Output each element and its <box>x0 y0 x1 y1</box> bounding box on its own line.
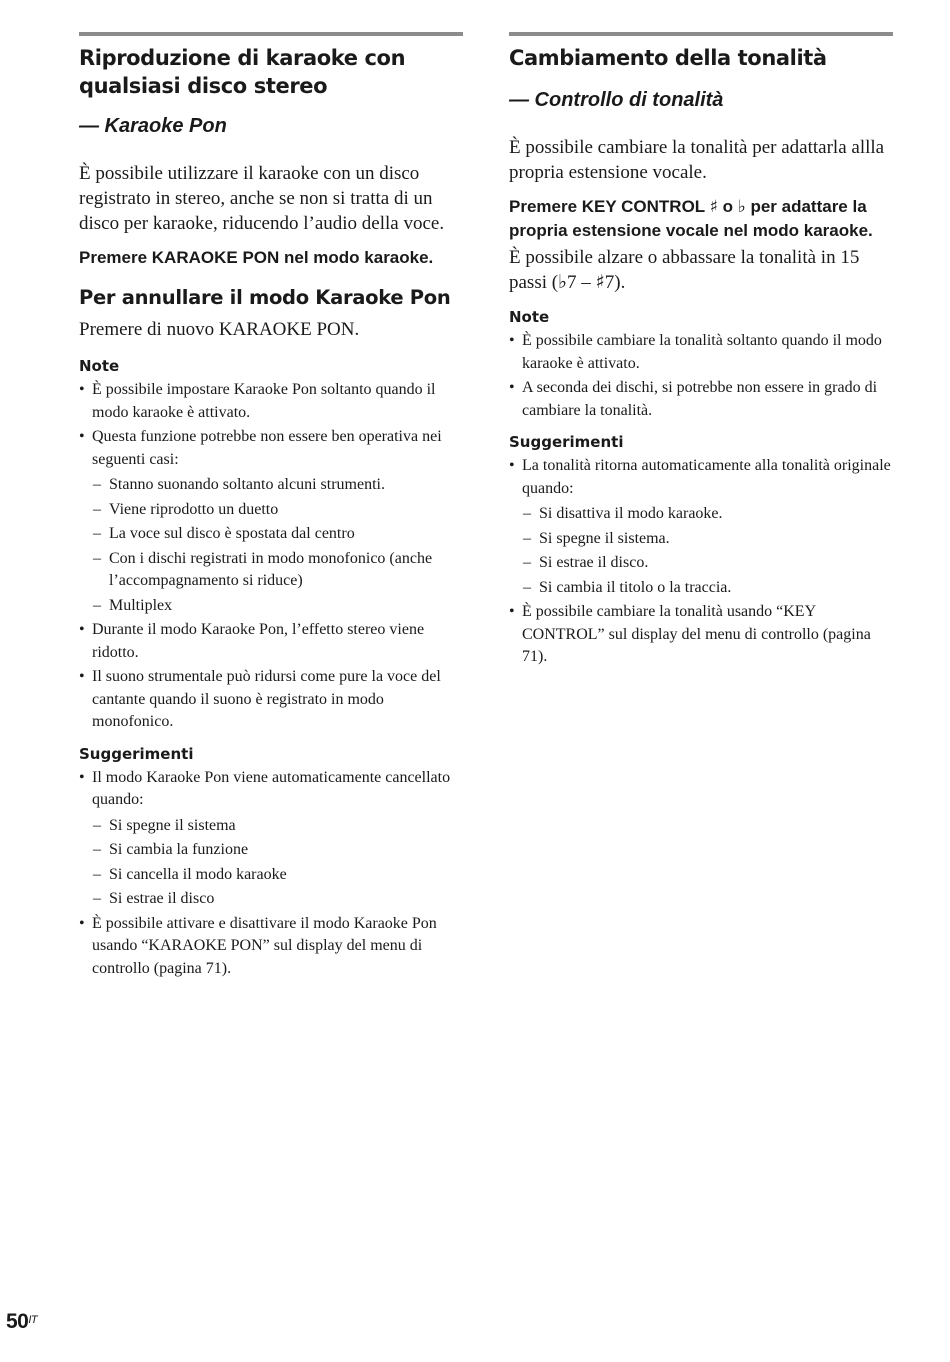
section-title: Cambiamento della tonalità <box>509 46 827 70</box>
list-item: • È possibile cambiare la tonalità usando “KEY CONTROL” sul display del menu di controllo (pagina 71). <box>509 603 871 665</box>
sub-list-item: – Si disattiva il modo karaoke. <box>523 505 723 522</box>
sub-list-item: – Con i dischi registrati in modo monofonico (anche l’accompagnamento si riduce) <box>93 549 433 589</box>
note-heading: Note <box>509 308 550 326</box>
tips-list <box>79 767 463 981</box>
sub-list-item: – Si spegne il sistema. <box>523 529 670 547</box>
flat-icon: ♭ <box>558 271 568 293</box>
sub-list <box>92 815 463 911</box>
sub-list-item: – Viene riprodotto un duetto <box>93 500 279 518</box>
sharp-icon: ♯ <box>595 271 605 293</box>
sub-list-item: – Multiplex <box>93 596 173 614</box>
tips-heading: Suggerimenti <box>509 433 624 451</box>
list-item: • Il suono strumentale può ridursi come pure la voce del cantante quando il suono è registrato in modo monofonico. <box>79 668 441 730</box>
section-rule <box>79 32 463 36</box>
section-subtitle: — Karaoke Pon <box>79 115 227 137</box>
range-text: È possibile alzare o abbassare la tonalità in 15 passi (♭7 – ♯7). <box>509 247 860 293</box>
flat-icon: ♭ <box>737 197 746 217</box>
page-language-suffix: IT <box>28 1314 38 1326</box>
sub-list-item: – Si estrae il disco. <box>523 554 649 571</box>
sub-list-item: – Si spegne il sistema <box>93 816 236 834</box>
sub-list-item: – Stanno suonando soltanto alcuni strumenti. <box>93 476 385 493</box>
page-number: $50^{IT}$ <box>6 1310 38 1333</box>
sub-list <box>522 503 893 599</box>
sub-list-item: – Si cambia il titolo o la traccia. <box>523 578 732 596</box>
tips-list <box>509 455 893 669</box>
sub-list-item: – Si cambia la funzione <box>93 841 249 858</box>
note-heading: Note <box>79 357 120 375</box>
sub-list-item: – Si estrae il disco <box>93 890 215 907</box>
section-subtitle: — Controllo di tonalità <box>509 89 724 111</box>
left-column <box>79 32 463 982</box>
list-item: • Questa funzione potrebbe non essere ben operativa nei seguenti casi: – Stanno suonando soltanto alcuni strumenti. – Viene riprodotto un duetto – La voce sul disco è spostata dal centro – Con i dischi registrati in modo monofonico (anche l’accompagnamento si riduce) – Multiplex <box>79 426 463 617</box>
sub-list-item: – Si cancella il modo karaoke <box>93 865 287 883</box>
instruction: Premere KEY CONTROL ♯ o ♭ per adattare la propria estensione vocale nel modo karaoke. <box>509 197 873 240</box>
sub-list-item: – La voce sul disco è spostata dal centro <box>93 525 355 542</box>
sharp-icon: ♯ <box>709 197 718 217</box>
list-item: • Durante il modo Karaoke Pon, l’effetto stereo viene ridotto. <box>79 621 425 661</box>
intro-paragraph: È possibile cambiare la tonalità per adattarla allla propria estensione vocale. <box>509 137 885 183</box>
list-item: • A seconda dei dischi, si potrebbe non essere in grado di cambiare la tonalità. <box>509 379 878 419</box>
cancel-text: Premere di nuovo KARAOKE PON. <box>79 319 360 340</box>
section-rule <box>509 32 893 36</box>
right-column <box>509 32 893 671</box>
section-title: Riproduzione di karaoke con qualsiasi disco stereo <box>79 46 406 98</box>
intro-paragraph: È possibile utilizzare il karaoke con un disco registrato in stereo, anche se non si tratta di un disco per karaoke, riducendo l’audio della voce. <box>79 163 445 234</box>
note-list <box>509 330 893 422</box>
list-item: • È possibile impostare Karaoke Pon soltanto quando il modo karaoke è attivato. <box>79 381 436 421</box>
cancel-heading: Per annullare il modo Karaoke Pon <box>79 286 451 309</box>
list-item: • È possibile cambiare la tonalità soltanto quando il modo karaoke è attivato. <box>509 332 882 372</box>
tips-heading: Suggerimenti <box>79 744 194 763</box>
list-item: • La tonalità ritorna automaticamente alla tonalità originale quando: – Si disattiva il modo karaoke. – Si spegne il sistema. – Si estrae il disco. – Si cambia il titolo o la traccia. <box>509 455 893 599</box>
list-item: • È possibile attivare e disattivare il modo Karaoke Pon usando “KARAOKE PON” sul display del menu di controllo (pagina 71). <box>79 914 437 977</box>
sub-list <box>92 474 463 617</box>
note-list <box>79 379 463 734</box>
instruction: Premere KARAOKE PON nel modo karaoke. <box>79 248 434 267</box>
list-item: • Il modo Karaoke Pon viene automaticamente cancellato quando: – Si spegne il sistema – Si cambia la funzione – Si cancella il modo karaoke – Si estrae il disco <box>79 767 463 911</box>
